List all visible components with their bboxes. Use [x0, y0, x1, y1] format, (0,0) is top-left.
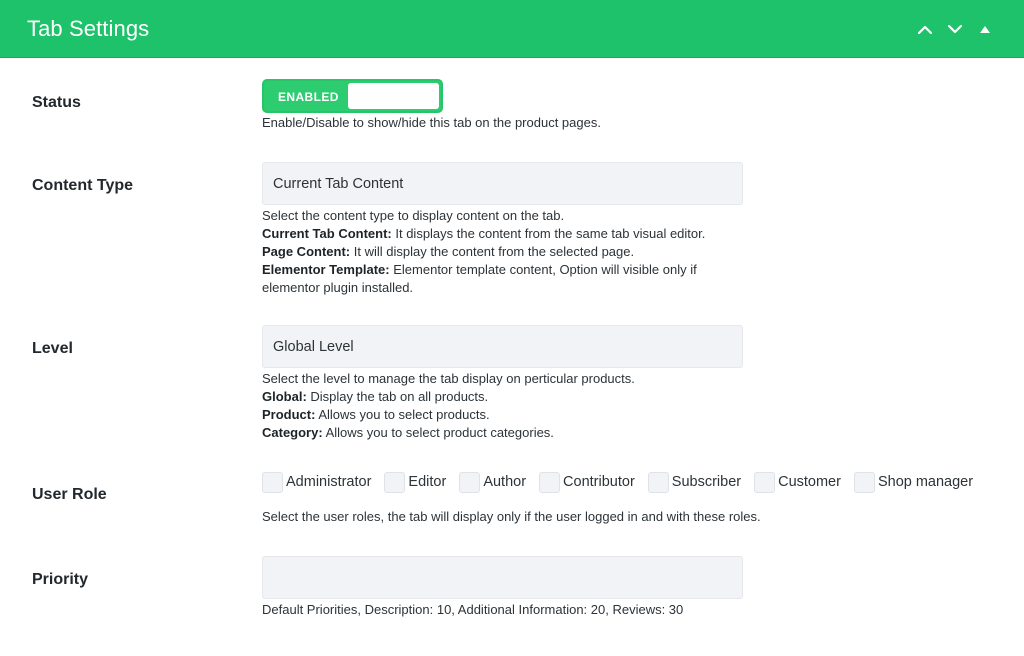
content-type-description: [262, 207, 742, 297]
content-type-select[interactable]: Current Tab Content: [262, 162, 743, 205]
level-desc-item: Global: Display the tab on all products.: [262, 389, 489, 404]
role-contributor[interactable]: Contributor: [539, 472, 635, 493]
role-administrator[interactable]: Administrator: [262, 472, 371, 493]
level-desc-item: Product: Allows you to select products.: [262, 407, 490, 422]
role-customer[interactable]: Customer: [754, 472, 841, 493]
chevron-up-icon[interactable]: [916, 20, 934, 38]
triangle-up-icon[interactable]: [976, 20, 994, 38]
checkbox[interactable]: [459, 472, 480, 493]
checkbox[interactable]: [384, 472, 405, 493]
toggle-text: ENABLED: [278, 90, 339, 104]
content-type-desc-item: Elementor Template: Elementor template content, Option will visible only if elementor plugin installed.: [262, 262, 697, 295]
checkbox[interactable]: [648, 472, 669, 493]
role-subscriber[interactable]: Subscriber: [648, 472, 741, 493]
toggle-knob: [348, 83, 439, 109]
content-type-label: Content Type: [32, 177, 134, 194]
status-toggle[interactable]: [262, 79, 443, 113]
status-description: Enable/Disable to show/hide this tab on the product pages.: [262, 115, 601, 130]
content-type-desc-item: Current Tab Content: It displays the content from the same tab visual editor.: [262, 226, 706, 241]
checkbox[interactable]: [539, 472, 560, 493]
settings-header: [0, 0, 1024, 58]
level-select[interactable]: Global Level: [262, 325, 743, 368]
checkbox[interactable]: [854, 472, 875, 493]
content-type-desc-item: Page Content: It will display the content from the selected page.: [262, 244, 635, 259]
status-field: [262, 79, 601, 132]
chevron-down-icon[interactable]: [946, 20, 964, 38]
priority-input[interactable]: [262, 556, 743, 599]
role-editor[interactable]: Editor: [384, 472, 446, 493]
header-controls: [916, 0, 994, 58]
level-desc-item: Category: Allows you to select product categories.: [262, 425, 554, 440]
content-type-field: [262, 162, 743, 297]
level-label: Level: [32, 340, 73, 357]
level-description: [262, 370, 743, 442]
role-shop-manager[interactable]: Shop manager: [854, 472, 973, 493]
checkbox[interactable]: [262, 472, 283, 493]
user-role-description: Select the user roles, the tab will display only if the user logged in and with these roles.: [262, 509, 761, 524]
user-role-field: [262, 471, 973, 526]
header-title: Tab Settings: [27, 15, 150, 41]
content-type-desc-intro: Select the content type to display content on the tab.: [262, 208, 565, 223]
level-desc-intro: Select the level to manage the tab display on perticular products.: [262, 371, 635, 386]
priority-label: Priority: [32, 571, 89, 588]
checkbox[interactable]: [754, 472, 775, 493]
user-role-label: User Role: [32, 486, 107, 503]
priority-field: [262, 556, 743, 619]
status-label: Status: [32, 94, 81, 111]
level-field: [262, 325, 743, 442]
role-author[interactable]: Author: [459, 472, 526, 493]
priority-description: Default Priorities, Description: 10, Additional Information: 20, Reviews: 30: [262, 602, 684, 617]
user-role-checkboxes: [262, 471, 973, 493]
